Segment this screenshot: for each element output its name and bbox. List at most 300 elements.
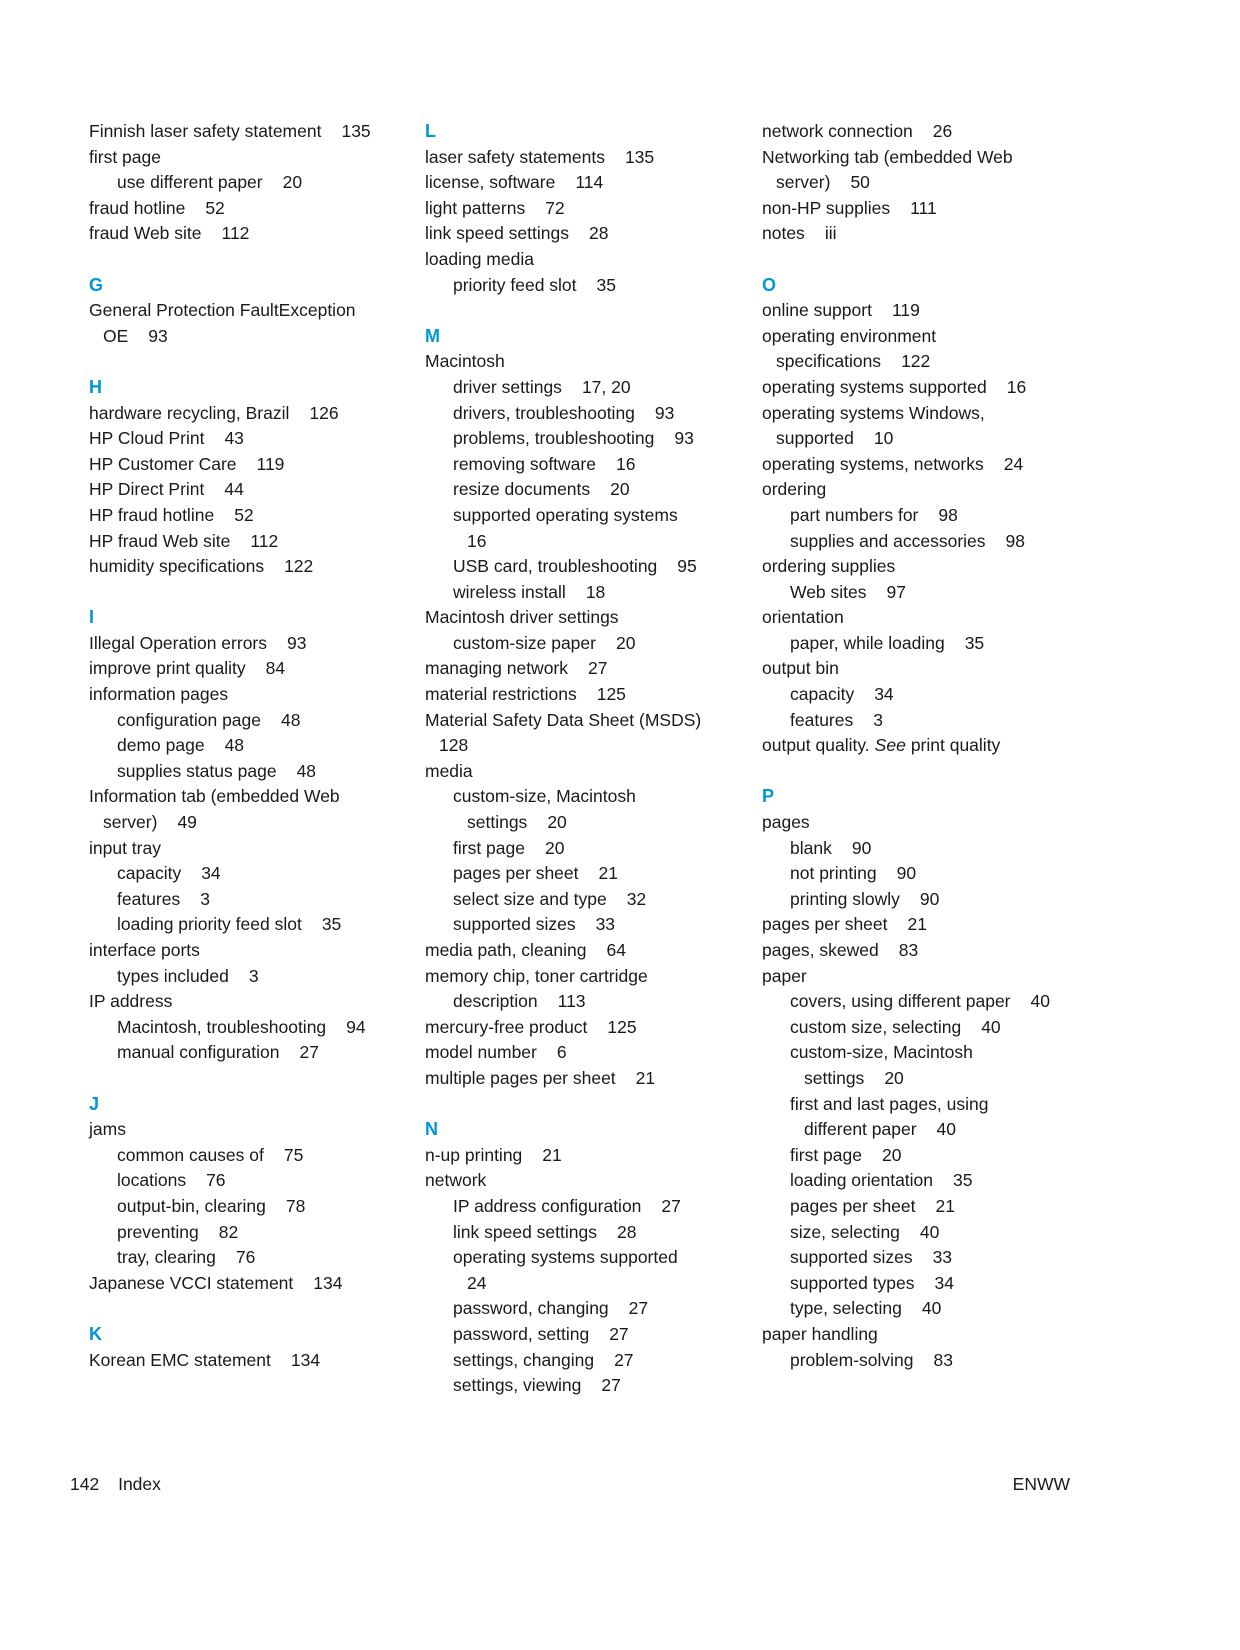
spacer xyxy=(762,247,1050,273)
index-entry xyxy=(89,145,371,171)
index-subentry xyxy=(762,580,1050,606)
page-reference[interactable]: 35 xyxy=(596,274,616,295)
entry-term: supported types xyxy=(790,1272,915,1293)
entry-term: preventing xyxy=(117,1221,199,1242)
page-reference[interactable]: 90 xyxy=(851,837,872,858)
page-reference[interactable]: 119 xyxy=(891,300,920,321)
page-reference[interactable]: 98 xyxy=(1005,530,1025,551)
page-reference[interactable]: 3 xyxy=(873,709,883,730)
index-letter-heading: N xyxy=(425,1119,438,1140)
index-subentry xyxy=(425,554,701,580)
entry-term: description xyxy=(453,991,538,1012)
entry-term: operating systems supported xyxy=(762,376,987,397)
page-reference[interactable]: 20 xyxy=(544,837,565,858)
page-reference[interactable]: 76 xyxy=(206,1170,226,1191)
entry-term: output bin xyxy=(762,658,839,679)
page-reference[interactable]: 82 xyxy=(218,1221,239,1242)
entry-term: custom-size, Macintosh xyxy=(790,1042,973,1063)
page-reference[interactable]: 27 xyxy=(614,1349,634,1370)
entry-term: operating systems Windows, xyxy=(762,402,985,423)
page-reference[interactable]: 50 xyxy=(850,172,870,193)
index-subentry xyxy=(89,170,371,196)
index-entry-continuation xyxy=(425,529,701,555)
page-reference[interactable]: 125 xyxy=(596,684,626,705)
page-reference[interactable]: 34 xyxy=(201,863,221,884)
entry-term: mercury-free product xyxy=(425,1016,588,1037)
page-reference[interactable]: 21 xyxy=(907,914,927,935)
index-letter-heading: I xyxy=(89,607,95,628)
entry-term: output-bin, clearing xyxy=(117,1195,266,1216)
index-entry xyxy=(762,221,1050,247)
page-reference[interactable]: 40 xyxy=(1030,991,1050,1012)
index-entry-continuation xyxy=(89,810,371,836)
entry-term: paper xyxy=(762,965,807,986)
index-subentry xyxy=(425,477,701,503)
page-reference[interactable]: 90 xyxy=(919,888,940,909)
page-reference[interactable]: 28 xyxy=(588,223,609,244)
index-column-2 xyxy=(425,119,701,1399)
index-letter-heading: L xyxy=(425,121,436,141)
entry-term: improve print quality xyxy=(89,658,246,679)
page-reference[interactable]: 40 xyxy=(936,1119,957,1140)
entry-term: problems, troubleshooting xyxy=(453,428,655,449)
page-reference[interactable]: 27 xyxy=(609,1323,629,1344)
footer-right: ENWW xyxy=(1012,1474,1070,1494)
page-reference[interactable]: 16 xyxy=(615,453,636,474)
entry-term: capacity xyxy=(790,684,855,705)
index-subentry xyxy=(425,784,701,810)
index-entry xyxy=(89,1271,371,1297)
entry-term: fraud Web site xyxy=(89,223,202,244)
page-reference[interactable]: 21 xyxy=(598,863,618,884)
index-entry xyxy=(425,349,701,375)
index-entry xyxy=(425,1066,701,1092)
entry-term: problem-solving xyxy=(790,1349,914,1370)
page-reference[interactable]: 125 xyxy=(607,1016,637,1037)
index-subentry xyxy=(762,1040,1050,1066)
entry-term: link speed settings xyxy=(425,223,569,244)
page-reference[interactable]: 20 xyxy=(610,479,630,500)
see-reference-target[interactable]: print quality xyxy=(910,735,1001,756)
page-reference[interactable]: 32 xyxy=(626,888,647,909)
entry-term: IP address configuration xyxy=(453,1195,642,1216)
index-entry xyxy=(762,810,1050,836)
entry-term: orientation xyxy=(762,607,844,628)
entry-term: General Protection FaultException xyxy=(89,300,356,321)
index-entry xyxy=(762,298,1050,324)
entry-term: ordering xyxy=(762,479,827,500)
entry-term: operating systems supported xyxy=(453,1247,678,1268)
page-reference[interactable]: 49 xyxy=(177,812,197,833)
page-reference[interactable]: 90 xyxy=(896,863,917,884)
entry-term: pages per sheet xyxy=(790,1195,916,1216)
page-reference[interactable]: 24 xyxy=(1003,453,1024,474)
index-entry xyxy=(762,196,1050,222)
index-entry xyxy=(762,477,1050,503)
entry-term: online support xyxy=(762,300,872,321)
index-subentry xyxy=(425,375,701,401)
index-entry xyxy=(89,554,371,580)
index-subentry xyxy=(762,1143,1050,1169)
page-reference[interactable]: 34 xyxy=(934,1272,954,1293)
entry-term: material restrictions xyxy=(425,684,577,705)
entry-term: Information tab (embedded Web xyxy=(89,786,340,807)
index-entry xyxy=(425,1015,701,1041)
index-subentry xyxy=(89,733,371,759)
entry-term: password, setting xyxy=(453,1323,590,1344)
entry-term: specifications xyxy=(776,351,882,372)
index-entry xyxy=(762,964,1050,990)
page-reference[interactable]: 16 xyxy=(1006,376,1027,397)
page-reference[interactable]: 20 xyxy=(547,812,567,833)
entry-term: pages per sheet xyxy=(762,914,888,935)
page-reference[interactable]: 126 xyxy=(309,402,339,423)
index-subentry xyxy=(425,273,701,299)
entry-term: Networking tab (embedded Web xyxy=(762,146,1013,167)
page-reference[interactable]: 33 xyxy=(595,914,616,935)
entry-term: HP Direct Print xyxy=(89,479,205,500)
index-entry xyxy=(89,529,371,555)
index-entry xyxy=(762,733,1050,759)
index-subentry xyxy=(762,989,1050,1015)
spacer xyxy=(89,1066,371,1092)
index-subentry xyxy=(762,887,1050,913)
page-reference[interactable]: 35 xyxy=(964,632,985,653)
page-reference[interactable]: iii xyxy=(824,223,837,244)
page-reference[interactable]: 93 xyxy=(654,402,675,423)
index-entry xyxy=(89,989,371,1015)
entry-term: USB card, troubleshooting xyxy=(453,556,658,577)
entry-term: managing network xyxy=(425,658,568,679)
index-subentry xyxy=(425,912,701,938)
index-entry xyxy=(89,119,371,145)
page-reference[interactable]: 28 xyxy=(616,1221,637,1242)
page-reference[interactable]: 44 xyxy=(224,479,244,500)
entry-term: humidity specifications xyxy=(89,556,265,577)
page-reference[interactable]: 72 xyxy=(545,197,565,218)
index-entry xyxy=(425,938,701,964)
page-reference[interactable]: 95 xyxy=(677,556,697,577)
entry-term: password, changing xyxy=(453,1298,609,1319)
page-reference[interactable]: 94 xyxy=(346,1016,366,1037)
index-entry xyxy=(89,1348,371,1374)
page-reference[interactable]: 97 xyxy=(886,581,906,602)
entry-term: settings, changing xyxy=(453,1349,595,1370)
entry-term: settings xyxy=(804,1067,865,1088)
entry-term: output quality. xyxy=(762,735,870,756)
spacer xyxy=(89,580,371,606)
page-reference[interactable]: 76 xyxy=(235,1247,256,1268)
page-reference[interactable]: 35 xyxy=(321,914,342,935)
index-entry xyxy=(425,1168,701,1194)
index-subentry xyxy=(89,1143,371,1169)
index-subentry xyxy=(89,759,371,785)
page-reference[interactable]: 21 xyxy=(935,1195,955,1216)
entry-term: printing slowly xyxy=(790,888,900,909)
entry-term: common causes of xyxy=(117,1144,264,1165)
spacer xyxy=(89,247,371,273)
entry-term: non-HP supplies xyxy=(762,197,891,218)
page-reference[interactable]: 43 xyxy=(224,428,244,449)
entry-term: configuration page xyxy=(117,709,261,730)
spacer xyxy=(89,349,371,375)
page-reference[interactable]: 111 xyxy=(910,197,937,218)
entry-term: paper handling xyxy=(762,1323,878,1344)
index-subentry xyxy=(762,682,1050,708)
page-reference[interactable]: 112 xyxy=(221,223,250,244)
page-reference[interactable]: 98 xyxy=(938,504,958,525)
index-column-3 xyxy=(762,119,1050,1373)
page-reference[interactable]: 83 xyxy=(933,1349,953,1370)
entry-term: pages per sheet xyxy=(453,863,579,884)
entry-term: Korean EMC statement xyxy=(89,1349,271,1370)
page-reference[interactable]: 114 xyxy=(575,172,604,193)
entry-term: settings, viewing xyxy=(453,1375,582,1396)
index-subentry xyxy=(425,1194,701,1220)
entry-term: settings xyxy=(467,812,528,833)
index-subentry xyxy=(425,989,701,1015)
entry-term: IP address xyxy=(89,991,173,1012)
entry-term: first page xyxy=(790,1144,862,1165)
page-reference[interactable]: 10 xyxy=(873,428,894,449)
index-subentry xyxy=(89,1015,371,1041)
page-reference[interactable]: 134 xyxy=(290,1349,321,1370)
entry-term: driver settings xyxy=(453,376,562,397)
entry-term: Web sites xyxy=(790,581,867,602)
page-reference[interactable]: 113 xyxy=(557,991,586,1012)
entry-term: Macintosh xyxy=(425,351,505,372)
page-reference[interactable]: 33 xyxy=(932,1247,953,1268)
entry-term: custom-size, Macintosh xyxy=(453,786,636,807)
index-subentry xyxy=(89,887,371,913)
index-entry-continuation xyxy=(89,324,371,350)
index-entry xyxy=(89,836,371,862)
entry-term: capacity xyxy=(117,863,182,884)
entry-term: supplies status page xyxy=(117,760,277,781)
index-letter-heading: H xyxy=(89,376,102,397)
index-entry xyxy=(89,196,371,222)
index-subentry xyxy=(762,1015,1050,1041)
index-entry xyxy=(89,452,371,478)
index-subentry xyxy=(89,964,371,990)
index-letter-heading: G xyxy=(89,274,104,295)
index-entry-continuation xyxy=(762,349,1050,375)
page-reference[interactable]: 26 xyxy=(932,121,953,141)
index-subentry xyxy=(425,580,701,606)
page-reference[interactable]: 6 xyxy=(556,1042,567,1063)
entry-term: operating systems, networks xyxy=(762,453,984,474)
index-entry xyxy=(762,324,1050,350)
index-entry xyxy=(89,221,371,247)
entry-term: demo page xyxy=(117,735,205,756)
entry-term: input tray xyxy=(89,837,161,858)
entry-term: model number xyxy=(425,1042,537,1063)
page-reference[interactable]: 17, 20 xyxy=(581,376,631,397)
index-entry xyxy=(762,656,1050,682)
page-reference[interactable]: 135 xyxy=(624,146,655,167)
index-entry xyxy=(89,656,371,682)
entry-term: first page xyxy=(453,837,525,858)
entry-term: select size and type xyxy=(453,888,607,909)
page-reference[interactable]: 27 xyxy=(601,1375,621,1396)
page-reference[interactable]: 3 xyxy=(248,965,259,986)
entry-term: supported sizes xyxy=(790,1247,913,1268)
page-reference[interactable]: 52 xyxy=(205,197,225,218)
index-entry xyxy=(425,1040,701,1066)
page-reference[interactable]: 20 xyxy=(615,632,636,653)
entry-term: Japanese VCCI statement xyxy=(89,1272,294,1293)
index-subentry xyxy=(425,1220,701,1246)
spacer xyxy=(425,1092,701,1118)
index-subentry xyxy=(425,861,701,887)
entry-term: custom size, selecting xyxy=(790,1016,962,1037)
page-reference[interactable]: 48 xyxy=(296,760,317,781)
page-reference[interactable]: 21 xyxy=(542,1144,562,1165)
page-reference[interactable]: 135 xyxy=(341,121,371,141)
entry-term: server) xyxy=(103,812,158,833)
page-reference[interactable]: 40 xyxy=(921,1298,942,1319)
index-letter-heading: M xyxy=(425,325,440,346)
index-entry xyxy=(89,784,371,810)
index-entry xyxy=(762,554,1050,580)
index-entry xyxy=(762,401,1050,427)
entry-term: pages xyxy=(762,812,810,833)
page-reference[interactable]: 35 xyxy=(953,1170,973,1191)
index-entry-continuation xyxy=(762,426,1050,452)
index-entry xyxy=(89,426,371,452)
page-reference[interactable]: 3 xyxy=(200,888,210,909)
index-entry-continuation xyxy=(425,733,701,759)
page-reference[interactable]: 48 xyxy=(281,709,301,730)
index-entry xyxy=(89,503,371,529)
index-subentry xyxy=(762,503,1050,529)
page-number: 142 xyxy=(70,1474,100,1494)
section-name: Index xyxy=(118,1474,161,1494)
index-entry xyxy=(762,605,1050,631)
index-entry xyxy=(425,964,701,990)
index-subentry xyxy=(762,1220,1050,1246)
entry-term: ordering supplies xyxy=(762,556,896,577)
entry-term: paper, while loading xyxy=(790,632,945,653)
page-reference[interactable]: 34 xyxy=(874,684,894,705)
index-subentry xyxy=(762,836,1050,862)
page-reference[interactable]: 40 xyxy=(981,1016,1001,1037)
page-reference[interactable]: 119 xyxy=(256,453,285,474)
entry-term: HP fraud Web site xyxy=(89,530,231,551)
index-subentry xyxy=(425,1348,701,1374)
footer-left xyxy=(70,1472,161,1497)
index-entry xyxy=(425,221,701,247)
index-subentry xyxy=(89,1168,371,1194)
index-entry xyxy=(762,1322,1050,1348)
entry-term: server) xyxy=(776,172,831,193)
entry-term: Material Safety Data Sheet (MSDS) xyxy=(425,709,702,730)
index-subentry xyxy=(425,503,701,529)
index-subentry xyxy=(425,426,701,452)
index-subentry xyxy=(89,708,371,734)
index-subentry xyxy=(425,401,701,427)
index-entry xyxy=(762,119,1050,145)
index-subentry xyxy=(425,1373,701,1399)
page-reference[interactable]: 64 xyxy=(606,940,626,960)
index-entry xyxy=(425,196,701,222)
entry-term: supported sizes xyxy=(453,914,576,935)
index-letter-heading: P xyxy=(762,786,775,807)
entry-term: priority feed slot xyxy=(453,274,577,295)
page-reference[interactable]: 83 xyxy=(898,940,919,960)
entry-term: information pages xyxy=(89,684,229,705)
page-reference[interactable]: 27 xyxy=(628,1298,649,1319)
page-reference[interactable]: 52 xyxy=(234,504,254,525)
page-reference[interactable]: 78 xyxy=(285,1195,306,1216)
page-reference[interactable]: 48 xyxy=(224,735,245,756)
page-reference[interactable]: 21 xyxy=(635,1067,656,1088)
entry-term: covers, using different paper xyxy=(790,991,1011,1012)
index-subentry xyxy=(762,1194,1050,1220)
page-reference[interactable]: 93 xyxy=(148,325,168,346)
page-reference[interactable]: 40 xyxy=(919,1221,940,1242)
index-entry-continuation xyxy=(762,170,1050,196)
entry-term: Illegal Operation errors xyxy=(89,632,267,653)
page-reference[interactable]: 20 xyxy=(884,1067,904,1088)
index-entry xyxy=(89,401,371,427)
page-reference[interactable]: 84 xyxy=(265,658,286,679)
entry-term: different paper xyxy=(804,1119,917,1140)
page-reference[interactable]: 122 xyxy=(284,556,314,577)
index-subentry xyxy=(89,1220,371,1246)
entry-term: supplies and accessories xyxy=(790,530,986,551)
index-subentry xyxy=(425,836,701,862)
entry-term: operating environment xyxy=(762,325,937,346)
entry-term: drivers, troubleshooting xyxy=(453,402,635,423)
entry-term: tray, clearing xyxy=(117,1247,216,1268)
entry-term: part numbers for xyxy=(790,504,919,525)
entry-term: interface ports xyxy=(89,940,200,960)
entry-term: supported operating systems xyxy=(453,504,678,525)
entry-term: 128 xyxy=(439,735,469,756)
page-reference[interactable]: 20 xyxy=(282,172,303,193)
entry-term: features xyxy=(790,709,854,730)
index-entry xyxy=(425,1143,701,1169)
page-reference[interactable]: 112 xyxy=(250,530,279,551)
index-subentry xyxy=(89,861,371,887)
page-reference[interactable]: 27 xyxy=(588,658,608,679)
index-entry xyxy=(762,938,1050,964)
index-subentry xyxy=(762,1271,1050,1297)
index-subentry xyxy=(425,1322,701,1348)
entry-term: fraud hotline xyxy=(89,197,186,218)
page-reference[interactable]: 75 xyxy=(283,1144,304,1165)
page-reference[interactable]: 93 xyxy=(674,428,694,449)
page-reference[interactable]: 134 xyxy=(313,1272,343,1293)
index-entry xyxy=(762,145,1050,171)
page-reference[interactable]: 27 xyxy=(299,1042,319,1063)
page-reference[interactable]: 27 xyxy=(661,1195,681,1216)
entry-term: features xyxy=(117,888,181,909)
entry-term: Macintosh driver settings xyxy=(425,607,619,628)
page-reference[interactable]: 93 xyxy=(287,632,307,653)
entry-term: types included xyxy=(117,965,229,986)
index-entry xyxy=(89,477,371,503)
index-letter-heading: J xyxy=(89,1093,100,1114)
page-reference[interactable]: 18 xyxy=(585,581,606,602)
page-reference[interactable]: 122 xyxy=(901,351,931,372)
entry-term: 16 xyxy=(467,530,487,551)
page-reference[interactable]: 20 xyxy=(881,1144,902,1165)
index-entry xyxy=(425,247,701,273)
index-entry xyxy=(762,912,1050,938)
index-subentry xyxy=(425,1296,701,1322)
